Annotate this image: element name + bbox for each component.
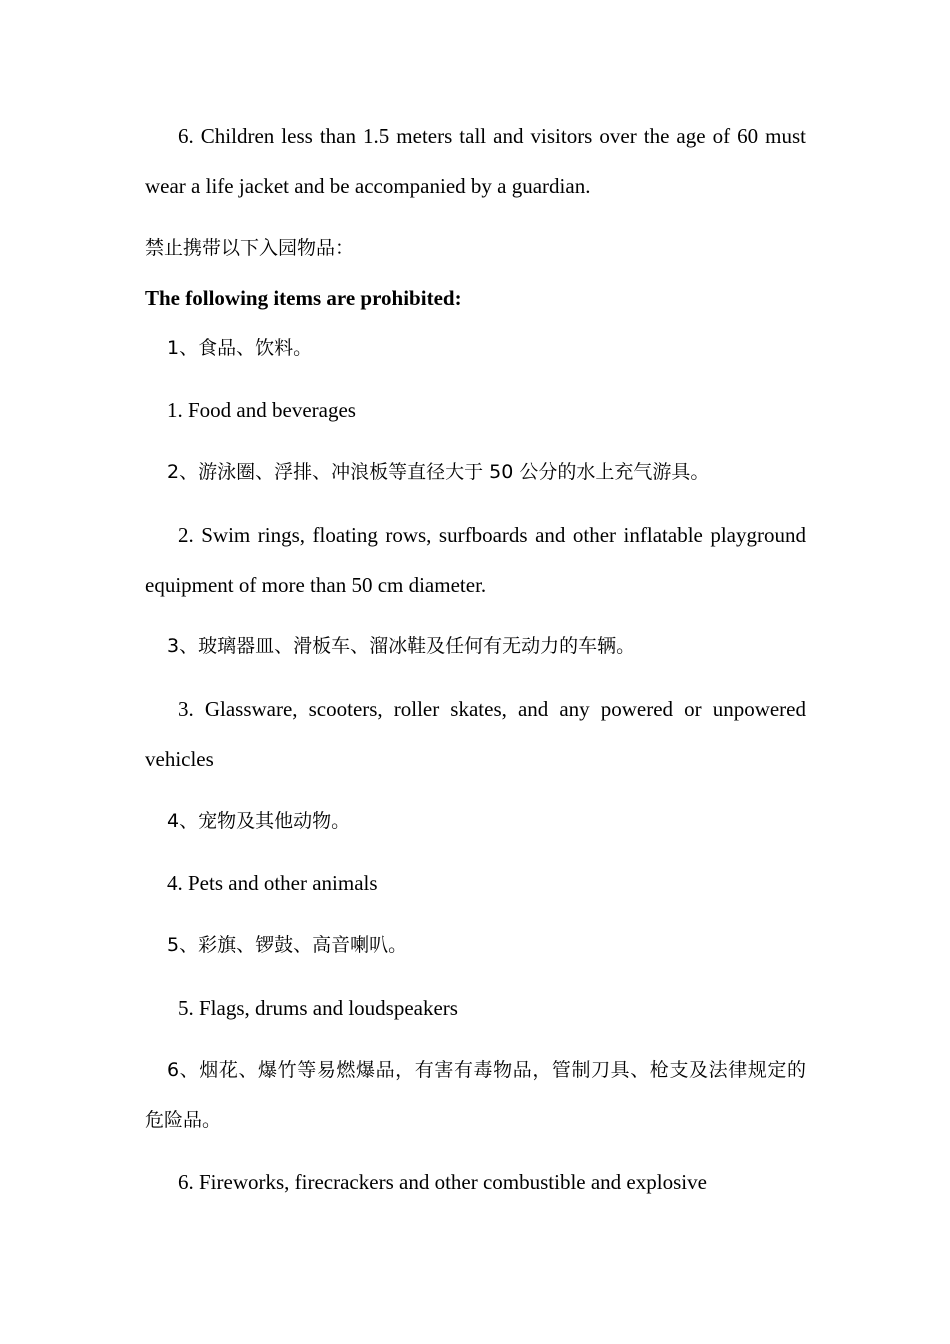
prohibited-heading-en: The following items are prohibited: (145, 286, 462, 310)
item-4-zh: 4、宠物及其他动物。 (167, 810, 351, 832)
item-1-zh: 1、食品、饮料。 (167, 337, 313, 359)
rule-6-en: 6. Children less than 1.5 meters tall and visitors over the age of 60 must wear a life jacket and be accompanied by a guardian. (145, 124, 806, 198)
item-5-en: 5. Flags, drums and loudspeakers (178, 996, 458, 1020)
item-2-en: 2. Swim rings, floating rows, surfboards and other inflatable playground equipment of more than 50 cm diameter. (145, 523, 806, 597)
item-1-en: 1. Food and beverages (167, 398, 356, 422)
item-3-en: 3. Glassware, scooters, roller skates, and any powered or unpowered vehicles (145, 697, 806, 771)
item-2-zh: 2、游泳圈、浮排、冲浪板等直径大于 50 公分的水上充气游具。 (167, 461, 710, 483)
prohibited-heading-zh: 禁止携带以下入园物品： (145, 237, 355, 259)
item-3-zh: 3、玻璃器皿、滑板车、溜冰鞋及任何有无动力的车辆。 (167, 635, 636, 657)
item-6-zh: 6、烟花、爆竹等易燃爆品，有害有毒物品，管制刀具、枪支及法律规定的危险品。 (145, 1059, 806, 1131)
item-6-en: 6. Fireworks, firecrackers and other combustible and explosive (178, 1170, 707, 1194)
item-5-zh: 5、彩旗、锣鼓、高音喇叭。 (167, 934, 408, 956)
item-4-en: 4. Pets and other animals (167, 871, 378, 895)
